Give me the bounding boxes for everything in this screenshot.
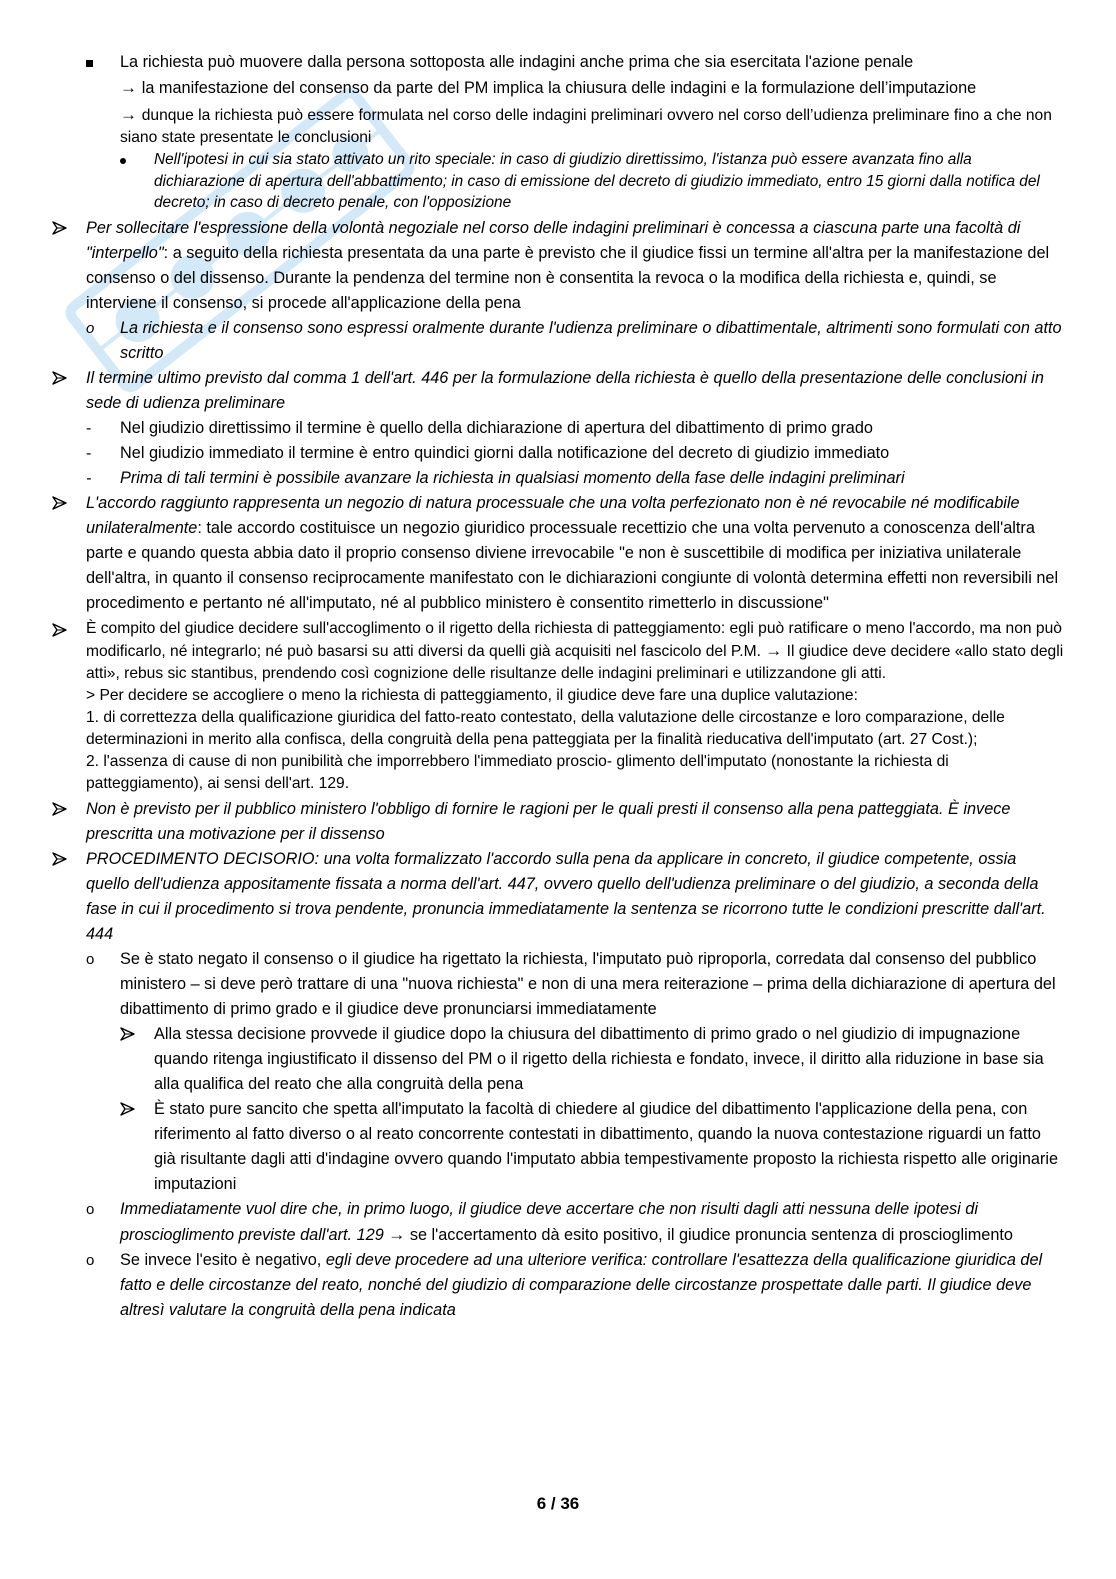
page-number: 6 / 36 [536, 1494, 580, 1513]
circle-bullet-icon: o [86, 1252, 95, 1270]
bullet-item [0, 491, 1116, 616]
bullet-item [0, 1197, 1116, 1248]
arrowhead-bullet-icon [52, 220, 68, 236]
dash-bullet-icon: - [86, 420, 92, 438]
bullet-item [0, 1097, 1116, 1197]
item-text: Il giudice deve decidere «allo stato degli atti», rebus sic stantibus, prendendo così cognizione delle risultanze delle indagini preliminari e utilizzandone gli atti. [86, 643, 1064, 683]
item-text: Il termine ultimo previsto dal comma 1 dell'art. 446 per la formulazione della richiesta è quello della presentazione delle conclusioni in sede di udienza preliminare [86, 369, 1044, 413]
bullet-item [0, 104, 1116, 149]
item-text: 1. di correttezza della qualificazione giuridica del fatto-reato contestato, della valutazione delle circostanze e loro comparazione, delle determinazioni in merito alla confisca, della congruità della pena patteggiata per la finalità rieducativa dell'imputato (art. 27 Cost.); [86, 709, 1005, 749]
bullet-item [0, 847, 1116, 947]
item-text: La richiesta può muovere dalla persona sottoposta alle indagini anche prima che sia esercitata l'azione penale [120, 53, 914, 71]
dot-bullet-icon [120, 158, 126, 164]
bullet-item [0, 618, 1116, 795]
item-text: la manifestazione del consenso da parte del PM implica la chiusura delle indagini e la formulazione dell’imputazione [141, 79, 977, 97]
arrowhead-bullet-icon [52, 495, 68, 511]
item-text: > Per decidere se accogliere o meno la richiesta di patteggiamento, il giudice deve fare una duplice valutazione: [86, 687, 858, 705]
bullet-item [0, 1022, 1116, 1097]
arrow-icon: → [120, 78, 142, 97]
arrow-icon: → [388, 1225, 406, 1245]
item-text: dunque la richiesta può essere formulata nel corso delle indagini preliminari ovvero nel corso dell’udienza preliminare fino a che non siano state presentate le conclusioni [120, 107, 1052, 146]
bullet-item [0, 50, 1116, 101]
dash-bullet-icon: - [86, 470, 92, 488]
bullet-item [0, 316, 1116, 366]
item-text: : tale accordo costituisce un negozio giuridico processuale recettizio che una volta pervenuto a conoscenza dell'altra parte e quando questa abbia dato il proprio consenso diviene irrevocabile "e non è suscettibile di modifica per iniziativa unilaterale dell'altra, in quanto il consenso reciprocamente manifestato con le dichiarazioni congiunte di volontà determina effetti non reversibili nel procedimento e pertanto né all'imputato, né al pubblico ministero è consentito rimetterlo in discussione" [86, 519, 1059, 613]
item-text: Alla stessa decisione provvede il giudice dopo la chiusura del dibattimento di primo grado o nel giudizio di impugnazione quando ritenga ingiustificato il dissenso del PM o il rigetto della richiesta e fondato, invece, il diritto alla riduzione in base sia alla qualifica del reato che alla congruità della pena [154, 1025, 1044, 1094]
circle-bullet-icon: o [86, 1201, 95, 1219]
arrow-icon: → [765, 641, 783, 661]
item-text: L'accordo raggiunto rappresenta un negozio di natura processuale che una volta perfezionato non è né revocabile né modificabile unilateralmente [86, 494, 1020, 538]
bullet-item [0, 416, 1116, 441]
item-text: Per sollecitare l'espressione della volontà negoziale nel corso delle indagini preliminari è concessa a ciascuna parte una facoltà di "interpello" [86, 219, 1021, 263]
arrowhead-bullet-icon [120, 1026, 136, 1042]
item-text: 2. l'assenza di cause di non punibilità che imporrebbero l'immediato proscio- glimento dell'imputato (nonostante la richiesta di patteggiamento), ai sensi dell'art. 129. [86, 753, 949, 793]
document-page [0, 50, 1116, 1323]
item-text: PROCEDIMENTO DECISORIO: una volta formalizzato l'accordo sulla pena da applicare in concreto, il giudice competente, ossia quello dell'udienza appositamente fissata a norma dell'art. 447, ovvero quello dell'udienza preliminare o del giudizio, a seconda della fase in cui il procedimento si trova pendente, pronuncia immediatamente la sentenza se ricorrono tutte le condizioni prescritte dall'art. 444 [86, 850, 1046, 944]
arrowhead-bullet-icon [52, 622, 68, 638]
arrow-icon: → [120, 105, 142, 124]
circle-bullet-icon: o [86, 951, 95, 969]
item-text: Nell'ipotesi in cui sia stato attivato un rito speciale: in caso di giudizio direttissimo, l'istanza può essere avanzata fino alla dichiarazione di apertura dell'abbattimento; in caso di emissione del decreto di giudizio immediato, entro 15 giorni dalla notifica del decreto; in caso di decreto penale, con l'opposizione [154, 151, 1040, 212]
item-text: Se invece l'esito è negativo, [120, 1251, 326, 1270]
item-text: Immediatamente vuol dire che, in primo luogo, il giudice deve accertare che non risulti dagli atti nessuna delle ipotesi di proscioglimento previste dall'art. 129 [120, 1200, 978, 1245]
bullet-item [0, 947, 1116, 1022]
bullet-item [0, 216, 1116, 316]
bullet-item [0, 366, 1116, 416]
bullet-item [0, 466, 1116, 491]
bullet-item [0, 797, 1116, 847]
square-bullet-icon [86, 60, 93, 67]
circle-bullet-icon: o [86, 320, 95, 338]
item-text: È stato pure sancito che spetta all'imputato la facoltà di chiedere al giudice del dibattimento l'applicazione della pena, con riferimento al fatto diverso o al reato concorrente contestati in dibattimento, quando la nuova contestazione riguardi un fatto già risultante dagli atti d'indagine ovvero quando l'imputato abbia tempestivamente proposto la richiesta rispetto alle originarie imputazioni [154, 1100, 1059, 1194]
bullet-item [0, 1248, 1116, 1323]
arrowhead-bullet-icon [52, 801, 68, 817]
bullet-item [0, 149, 1116, 214]
item-text: È compito del giudice decidere sull'accoglimento o il rigetto della richiesta di patteggiamento: egli può ratificare o meno l'accordo, ma non può modificarlo, né integrarlo; né può basarsi su atti diversi da quelli già acquisiti nel fascicolo del P.M. [86, 620, 1062, 661]
dash-bullet-icon: - [86, 445, 92, 463]
arrowhead-bullet-icon [52, 370, 68, 386]
item-text: Prima di tali termini è possibile avanzare la richiesta in qualsiasi momento della fase delle indagini preliminari [120, 469, 905, 488]
item-text: Se è stato negato il consenso o il giudice ha rigettato la richiesta, l'imputato può riproporla, corredata dal consenso del pubblico ministero – si deve però trattare di una "nuova richiesta" e non di una mera reiterazione – prima della dichiarazione di apertura del dibattimento di primo grado e il giudice deve pronunciarsi immediatamente [120, 950, 1056, 1019]
item-text: La richiesta e il consenso sono espressi oralmente durante l'udienza preliminare o dibattimentale, altrimenti sono formulati con atto scritto [120, 319, 1062, 363]
arrowhead-bullet-icon [120, 1101, 136, 1117]
arrowhead-bullet-icon [52, 851, 68, 867]
item-text: : a seguito della richiesta presentata da una parte è previsto che il giudice fissi un termine all'altra per la manifestazione del consenso o del dissenso. Durante la pendenza del termine non è consentita la revoca o la modifica della richiesta e, quindi, se interviene il consenso, si procede all'applicazione della pena [86, 244, 1050, 313]
item-text: Non è previsto per il pubblico ministero l'obbligo di fornire le ragioni per le quali presti il consenso alla pena patteggiata. È invece prescritta una motivazione per il dissenso [86, 800, 1011, 844]
item-text: egli deve procedere ad una ulteriore verifica: controllare l'esattezza della qualificazione giuridica del fatto e delle circostanze del reato, nonché del giudizio di comparazione delle circostanze prospettate dalle parti. Il giudice deve altresì valutare la congruità della pena indicata [120, 1251, 1043, 1320]
bullet-item [0, 441, 1116, 466]
item-text: Nel giudizio immediato il termine è entro quindici giorni dalla notificazione del decreto di giudizio immediato [120, 444, 890, 463]
item-text: se l'accertamento dà esito positivo, il giudice pronuncia sentenza di proscioglimento [409, 1226, 1013, 1245]
item-text: Nel giudizio direttissimo il termine è quello della dichiarazione di apertura del dibattimento di primo grado [120, 419, 873, 438]
